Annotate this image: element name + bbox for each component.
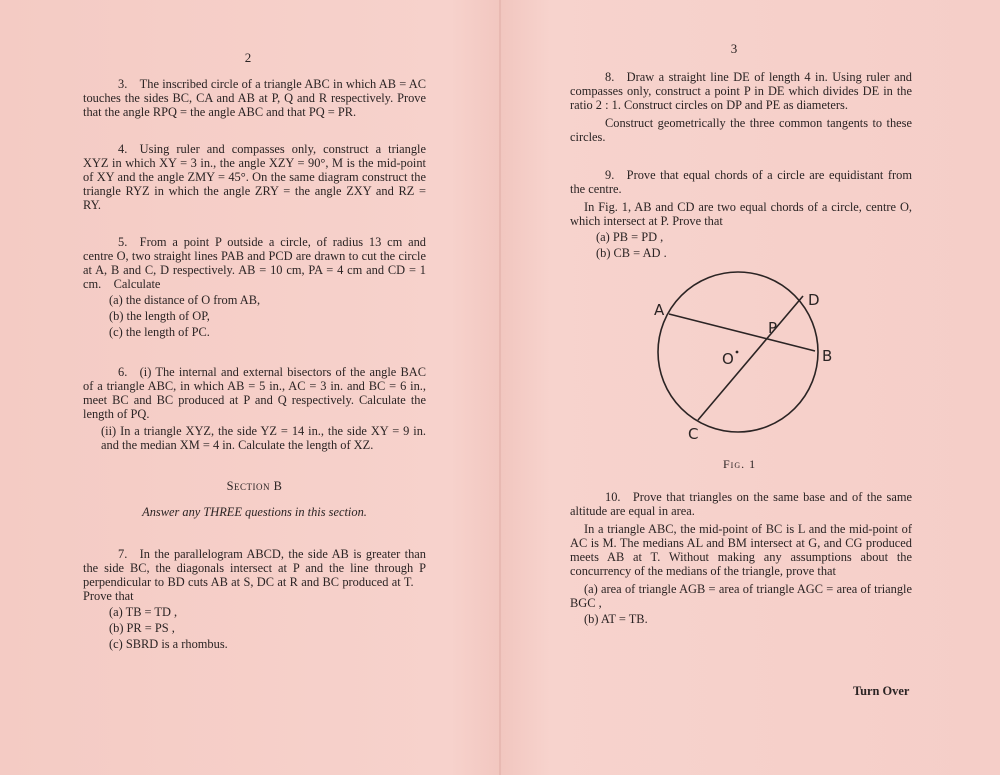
question-8 bbox=[570, 70, 912, 144]
label-o: O bbox=[722, 350, 734, 368]
question-4-text: 4. Using ruler and compasses only, construct a triangle XYZ in which XY = 3 in., the angle XZY = 90°, M is the mid-point of XY and the angle ZMY = 45°. On the same diagram construct the triangle RYZ in which the angle ZRY = the angle ZXY and RZ = RY. bbox=[83, 142, 426, 212]
question-7-text: 7. In the parallelogram ABCD, the side AB is greater than the side BC, the diagonals intersect at P and the line through P perpendicular to BD cuts AB at S, DC at R and BC produced at T. Prove that bbox=[83, 547, 426, 603]
chord-cd bbox=[698, 296, 803, 420]
question-6 bbox=[83, 365, 426, 452]
question-9-text: 9. Prove that equal chords of a circle are equidistant from the centre. bbox=[570, 168, 912, 196]
question-9-part-a: (a) PB = PD , bbox=[596, 230, 664, 244]
section-title: Section B bbox=[226, 479, 283, 493]
question-8-text-2: Construct geometrically the three common tangents to these circles. bbox=[570, 116, 912, 144]
question-7 bbox=[83, 547, 426, 651]
question-9 bbox=[570, 168, 912, 260]
question-7-part-c: (c) SBRD is a rhombus. bbox=[109, 637, 228, 651]
question-7-part-a: (a) TB = TD , bbox=[109, 605, 178, 619]
label-p: P bbox=[768, 319, 778, 337]
figure-caption: Fig. 1 bbox=[723, 457, 757, 471]
question-5-text: 5. From a point P outside a circle, of radius 13 cm and centre O, two straight lines PAB and PCD are drawn to cut the circle at A, B and C, D respectively. AB = 10 cm, PA = 4 cm and CD = 1 cm. Calculate bbox=[83, 235, 426, 291]
question-10 bbox=[570, 490, 912, 626]
question-7-part-b: (b) PR = PS , bbox=[109, 621, 175, 635]
question-10-text-2: In a triangle ABC, the mid-point of BC is L and the mid-point of AC is M. The medians AL and BM intersect at G, and CG produced meets AB at T. Without making any assumptions about the concurrency of the medians of the triangle, prove that bbox=[570, 522, 912, 578]
question-6-part-ii: (ii) In a triangle XYZ, the side YZ = 14 in., the side XY = 9 in. and the median XM = 4 in. Calculate the length of XZ. bbox=[101, 424, 426, 452]
question-4 bbox=[83, 142, 426, 212]
question-5-part-c: (c) the length of PC. bbox=[109, 325, 210, 339]
question-9-text-2: In Fig. 1, AB and CD are two equal chords of a circle, centre O, which intersect at P. Prove that bbox=[570, 200, 912, 228]
label-c: C bbox=[688, 425, 699, 443]
question-10-part-b: (b) AT = TB. bbox=[584, 612, 648, 626]
label-a: A bbox=[654, 301, 665, 319]
question-5-part-b: (b) the length of OP, bbox=[109, 309, 210, 323]
turn-over-label: Turn Over bbox=[853, 684, 910, 698]
question-5-part-a: (a) the distance of O from AB, bbox=[109, 293, 261, 307]
figure-1-diagram bbox=[640, 265, 840, 445]
question-8-text: 8. Draw a straight line DE of length 4 in. Using ruler and compasses only, construct a point P in DE which divides DE in the ratio 2 : 1. Construct circles on DP and PE as diameters. bbox=[570, 70, 912, 112]
label-d: D bbox=[808, 291, 820, 309]
chord-ab bbox=[669, 314, 815, 351]
question-6-part-i: 6. (i) The internal and external bisectors of the angle BAC of a triangle ABC, in which AB = 5 in., AC = 3 in. and BC = 6 in., meet BC and BC produced at P and Q respectively. Calculate the length of PQ. bbox=[83, 365, 426, 421]
question-5 bbox=[83, 235, 426, 339]
question-3 bbox=[83, 77, 426, 119]
question-3-text: 3. The inscribed circle of a triangle ABC in which AB = AC touches the sides BC, CA and AB at P, Q and R respectively. Prove that the angle RPQ = the angle ABC and that PQ = PR. bbox=[83, 77, 426, 119]
question-9-part-b: (b) CB = AD . bbox=[596, 246, 667, 260]
section-instruction: Answer any THREE questions in this section. bbox=[142, 505, 367, 519]
page-number-left: 2 bbox=[244, 50, 252, 65]
label-b: B bbox=[822, 347, 833, 365]
question-10-part-a: (a) area of triangle AGB = area of triangle AGC = area of triangle BGC , bbox=[570, 582, 912, 610]
question-10-text: 10. Prove that triangles on the same base and of the same altitude are equal in area. bbox=[570, 490, 912, 518]
centre-point bbox=[736, 351, 739, 354]
page-fold bbox=[499, 0, 501, 775]
page-number-right: 3 bbox=[730, 41, 738, 56]
